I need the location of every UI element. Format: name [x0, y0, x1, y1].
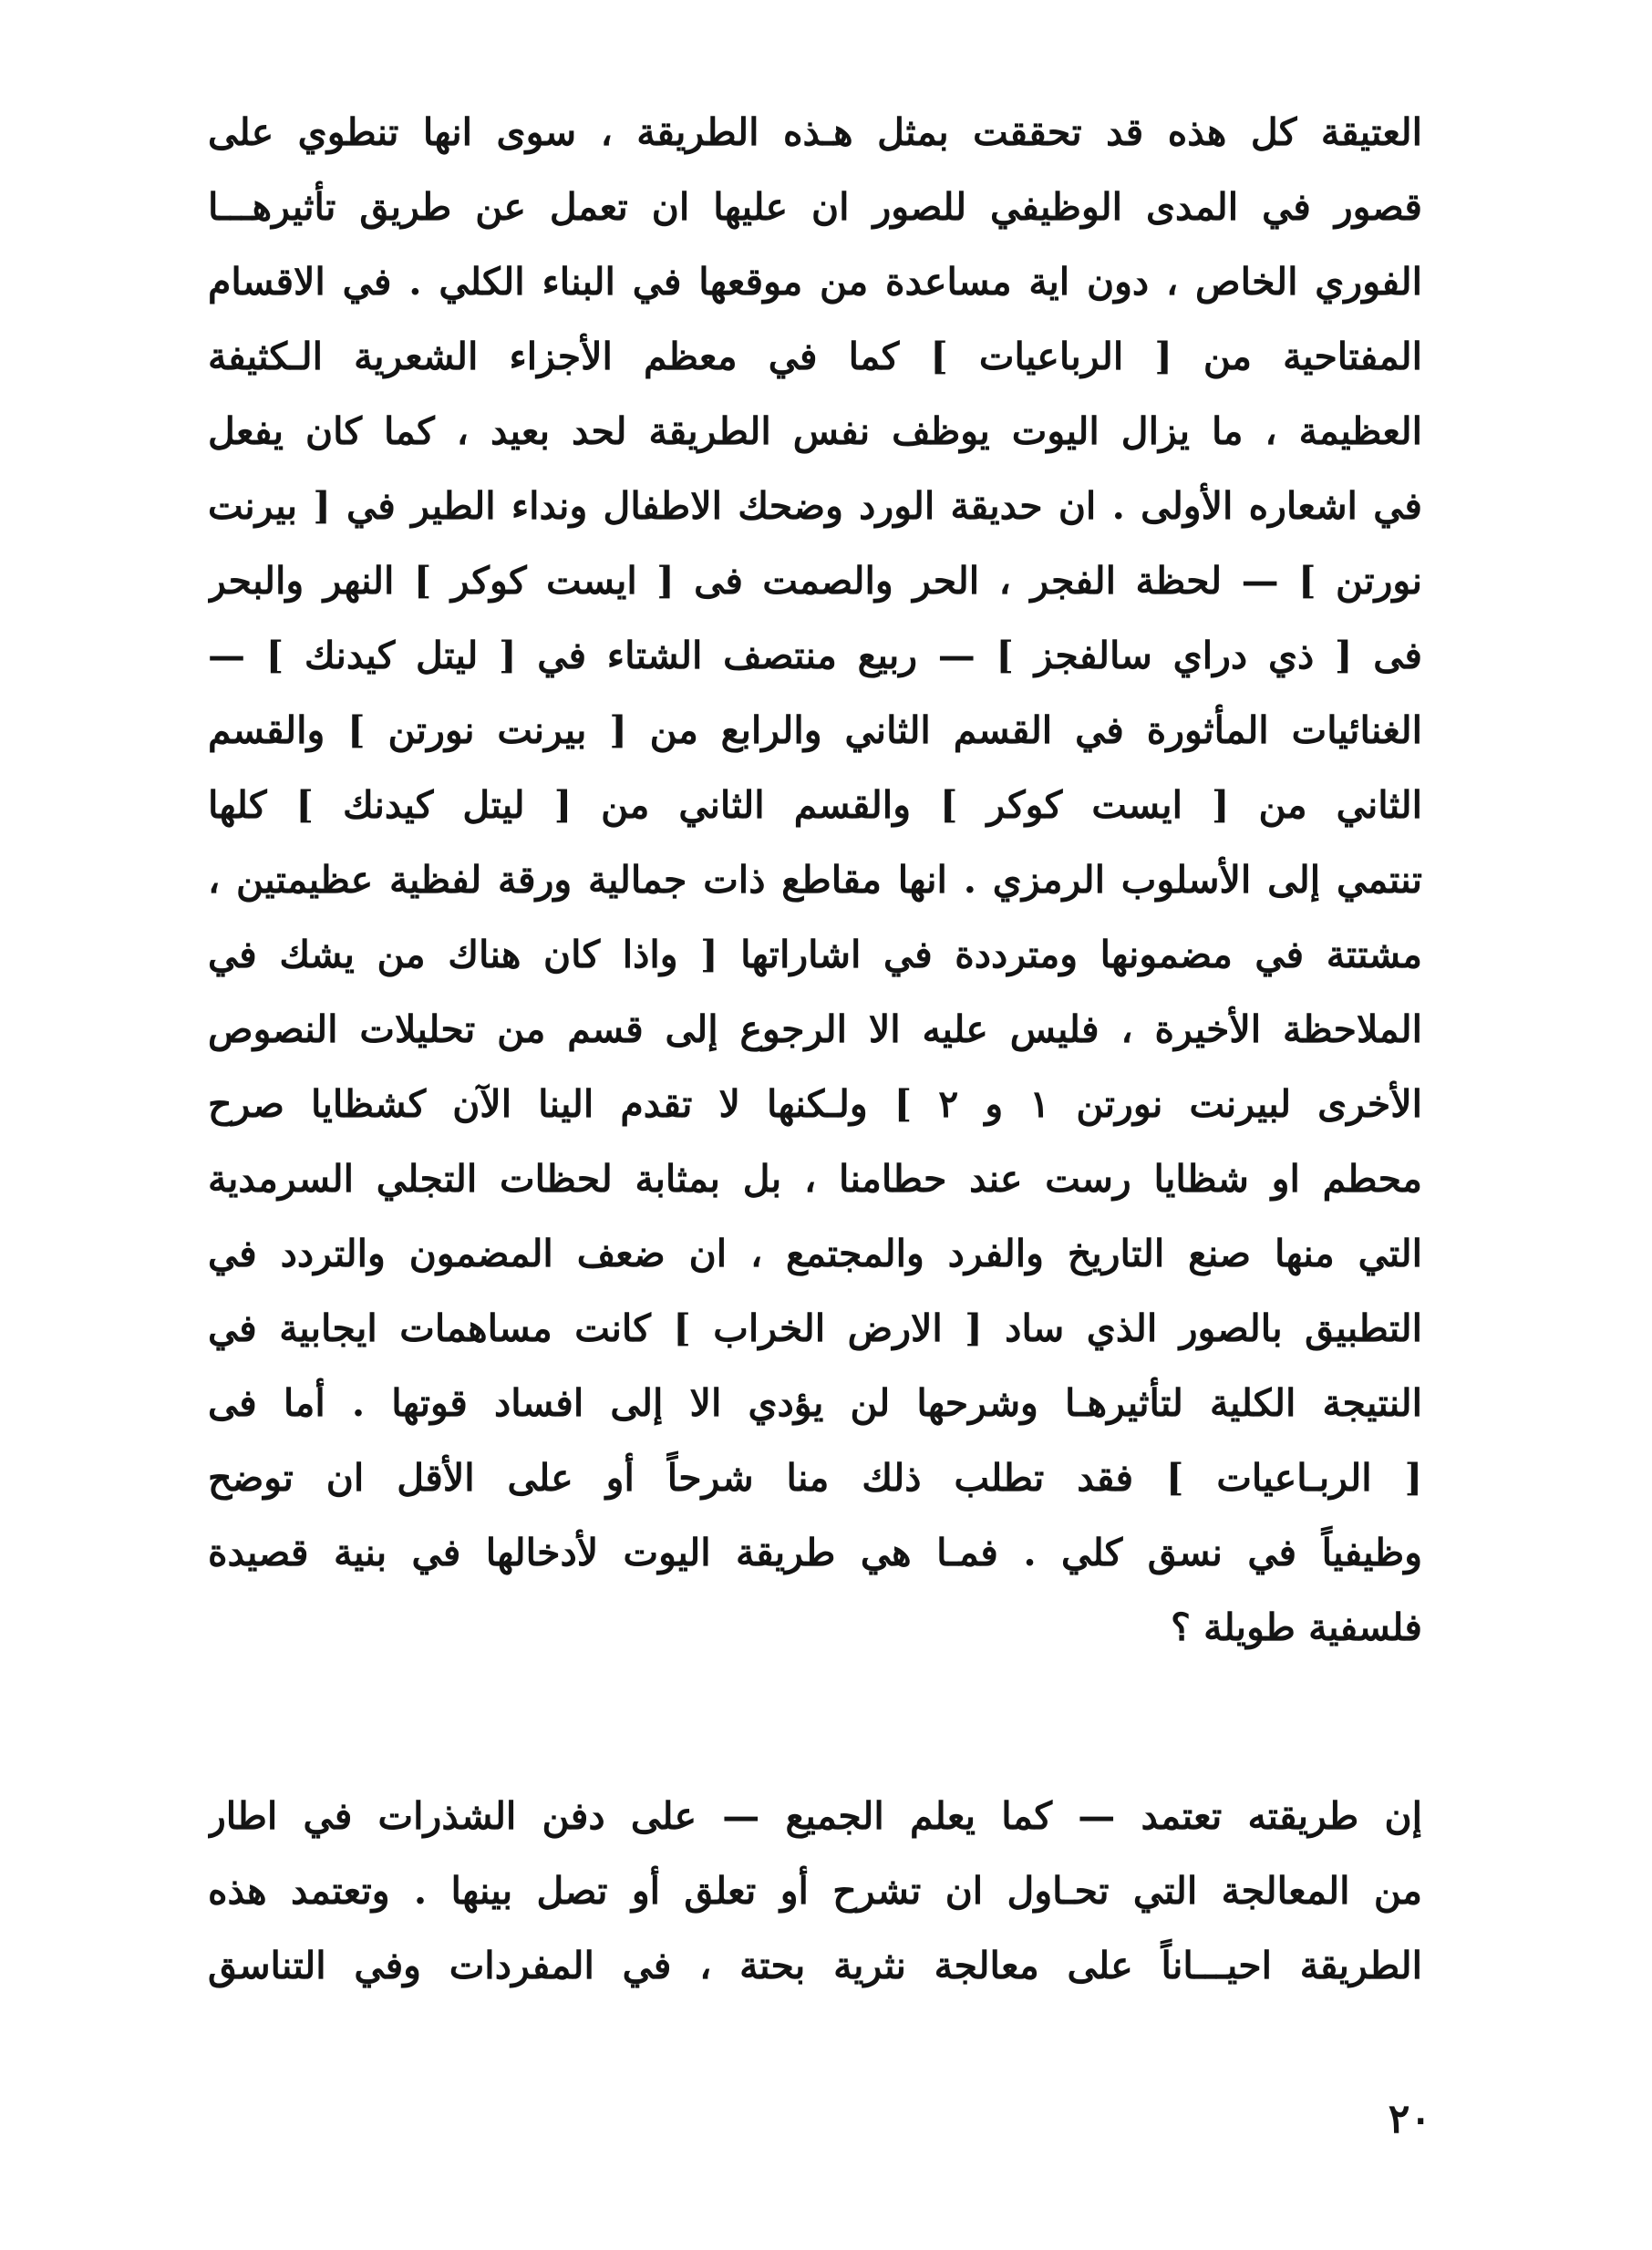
text-line: الغنائيات المأثورة في القسم الثاني والرابع من [ بيرنت نورتن ] والقسم [208, 708, 1422, 752]
text-line: الأخرى لبيرنت نورتن ١ و ٢ ] ولـكنها لا تقدم الينا الآن كشظايا صرح [208, 1082, 1422, 1126]
text-line: وظيفياً في نسق كلي . فمـا هي طريقة اليوت لأدخالها في بنية قصيدة [208, 1531, 1422, 1574]
text-line: مشتتة في مضمونها ومترددة في اشاراتها [ واذا كان هناك من يشك في [208, 933, 1422, 976]
text-line: الفوري الخاص ، دون اية مساعدة من موقعها في البناء الكلي . في الاقسام [208, 260, 1422, 304]
text-line: الثاني من [ ايست كوكر ] والقسم الثاني من [ ليتل كيدنك ] كلها [208, 783, 1422, 827]
text-line: تنتمي إلى الأسلوب الرمزي . انها مقاطع ذات جمالية ورقة لفظية عظيمتين ، [208, 858, 1422, 902]
page-number: ٢٠ [1388, 2096, 1431, 2142]
text-line: العظيمة ، ما يزال اليوت يوظف نفس الطريقة لحد بعيد ، كما كان يفعل [208, 409, 1422, 453]
text-line: الملاحظة الأخيرة ، فليس عليه الا الرجوع إلى قسم من تحليلات النصوص [208, 1007, 1422, 1051]
text-line: إن طريقته تعتمد — كما يعلم الجميع — على دفن الشذرات في اطار [208, 1794, 1422, 1838]
text-line: [ الربـاعيات ] فقد تطلب ذلك منا شرحاً أو على الأقل ان توضح [208, 1456, 1422, 1500]
text-line: قصور في المدى الوظيفي للصور ان عليها ان تعمل عن طريق تأثيرهـــا [208, 185, 1422, 229]
text-line: التي منها صنع التاريخ والفرد والمجتمع ، ان ضعف المضمون والتردد في [208, 1232, 1422, 1275]
text-line: من المعالجة التي تحـاول ان تشرح أو تعلق أو تصل بينها . وتعتمد هذه [208, 1869, 1422, 1913]
paragraph-2 [208, 1779, 1422, 2003]
text-line: نورتن ] — لحظة الفجر ، الحر والصمت فى [ ايست كوكر ] النهر والبحر [208, 559, 1422, 603]
text-line: محطم او شظايا رست عند حطامنا ، بل بمثابة لحظات التجلي السرمدية [208, 1157, 1422, 1201]
text-line: في اشعاره الأولى . ان حديقة الورد وضحك الاطفال ونداء الطير في [ بيرنت [208, 484, 1422, 528]
text-line: التطبيق بالصور الذي ساد [ الارض الخراب ] كانت مساهمات ايجابية في [208, 1306, 1422, 1350]
text-line: الطريقة احيـــاناً على معالجة نثرية بحتة ، في المفردات وفي التناسق [208, 1944, 1422, 1987]
text-line: فلسفية طويلة ؟ [1171, 1605, 1422, 1649]
text-line: النتيجة الكلية لتأثيرهـا وشرحها لن يؤدي الا إلى افساد قوتها . أما فى [208, 1381, 1422, 1425]
paragraph-1 [208, 95, 1422, 1665]
text-line: العتيقة كل هذه قد تحققت بمثل هـذه الطريقة ، سوى انها تنطوي على [208, 110, 1422, 154]
text-line: فى [ ذي دراي سالفجز ] — ربيع منتصف الشتاء في [ ليتل كيدنك ] — [208, 634, 1422, 677]
text-line: المفتاحية من [ الرباعيات ] كما في معظم الأجزاء الشعرية الـكثيفة [208, 335, 1422, 378]
